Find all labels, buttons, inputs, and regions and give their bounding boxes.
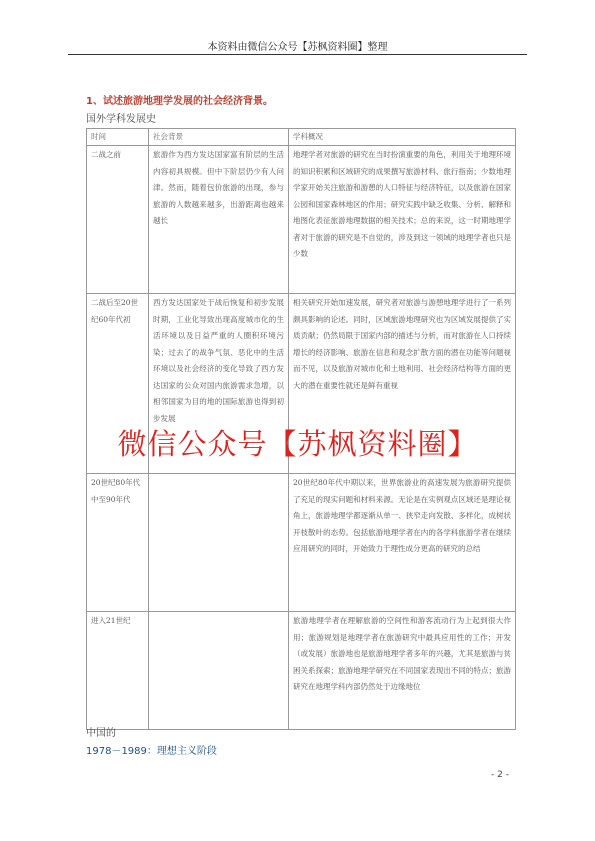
page-header: 本资料由微信公众号【苏枫资料圈】整理 [68,38,527,55]
china-section-label: 中国的 [86,728,116,739]
table-row [87,612,516,730]
column-header-background: 社会背景 [149,129,289,146]
cell-overview: 20世纪80年代中期以来，世界旅游业的高速发展为旅游研究提供了充足的现实问题和材料来源。无论是在实例观点区域还是理论视角上，旅游地理学都逐渐从单一、狭窄走向发散、多样化，成树状开枝散叶的态势。包括旅游地理学者在内的各学科旅游学者在继续应用研究的同时，开始致力于理性成分更高的研究的总结 [289,474,516,612]
china-period-heading: 1978－1989：理想主义阶段 [86,746,217,757]
column-header-overview: 学科概况 [289,129,516,146]
cell-background [149,612,289,730]
cell-background: 西方发达国家处于战后恢复和初步发展时期，工业化导致出现高度城市化的生活环境以及日益严重的人圈积环境污染；过去了的战争气氛、恶化中的生活环境以及社会经济的变化导致了西方发达国家的公众对国内旅游需求急增，以相邻国家为目的地的国际旅游也得到初步发展 [149,294,289,474]
section-subheading: 国外学科发展史 [86,114,156,125]
cell-background [149,474,289,612]
cell-overview: 旅游地理学者在理解旅游的空间性和游客流动行为上起到很大作用；旅游规划是地理学者在旅游研究中最具应用性的工作；开发（或发展）旅游地也是旅游地理学者多年的兴趣，尤其是旅游与贫困关系探索；旅游地理学研究在不同国家表现出不同的特点；旅游研究在地理学科内部仍然处于边缘地位 [289,612,516,730]
page-number: - 2 - [491,770,509,780]
cell-time: 二战之前 [87,146,149,294]
column-header-time: 时间 [87,129,149,146]
cell-time: 进入21世纪 [87,612,149,730]
table-header-row [87,129,516,146]
table-row [87,474,516,612]
cell-background: 旅游作为西方发达国家富有阶层的生活内容初具规模。但中下阶层仍少有人问津。然而，随着包价旅游的出现，参与旅游的人数越来越多，出游距离也越来越长 [149,146,289,294]
cell-overview: 相关研究开始加速发展，研究者对旅游与游憩地理学进行了一系列颇具影响的论述。同时，区域旅游地理研究也为区域发展提供了实质贡献；仍然局限于国家内部的描述与分析，而对旅游在人口持续增长的经济影响、旅游在信息和观念扩散方面的潜在功能等问题视而不见，以及旅游对城市化和土地利用、社会经济结构等方面的更大的潜在重要性就还是鲜有重视 [289,294,516,474]
cell-time: 20世纪80年代中至90年代 [87,474,149,612]
cell-time: 二战后至20世纪60年代初 [87,294,149,474]
watermark-text: 微信公众号【苏枫资料圈】 [117,427,478,461]
question-heading: 1、试述旅游地理学发展的社会经济背景。 [86,96,273,107]
cell-overview: 地理学者对旅游的研究在当时扮演重要的角色，利用关于地理环境的知识积累和区域研究的成果撰写旅游材料、旅行指南；少数地理学家开始关注旅游和游憩的人口特征与经济特征，以及旅游在国家公园和国家森林地区的作用；研究实践中缺乏收集、分析、解释和地图化表征旅游地理数据的相关技术；总的来说，这一时期地理学者对于旅游的研究是不自觉的，涉及到这一领域的地理学者也只是少数 [289,146,516,294]
table-row [87,146,516,294]
